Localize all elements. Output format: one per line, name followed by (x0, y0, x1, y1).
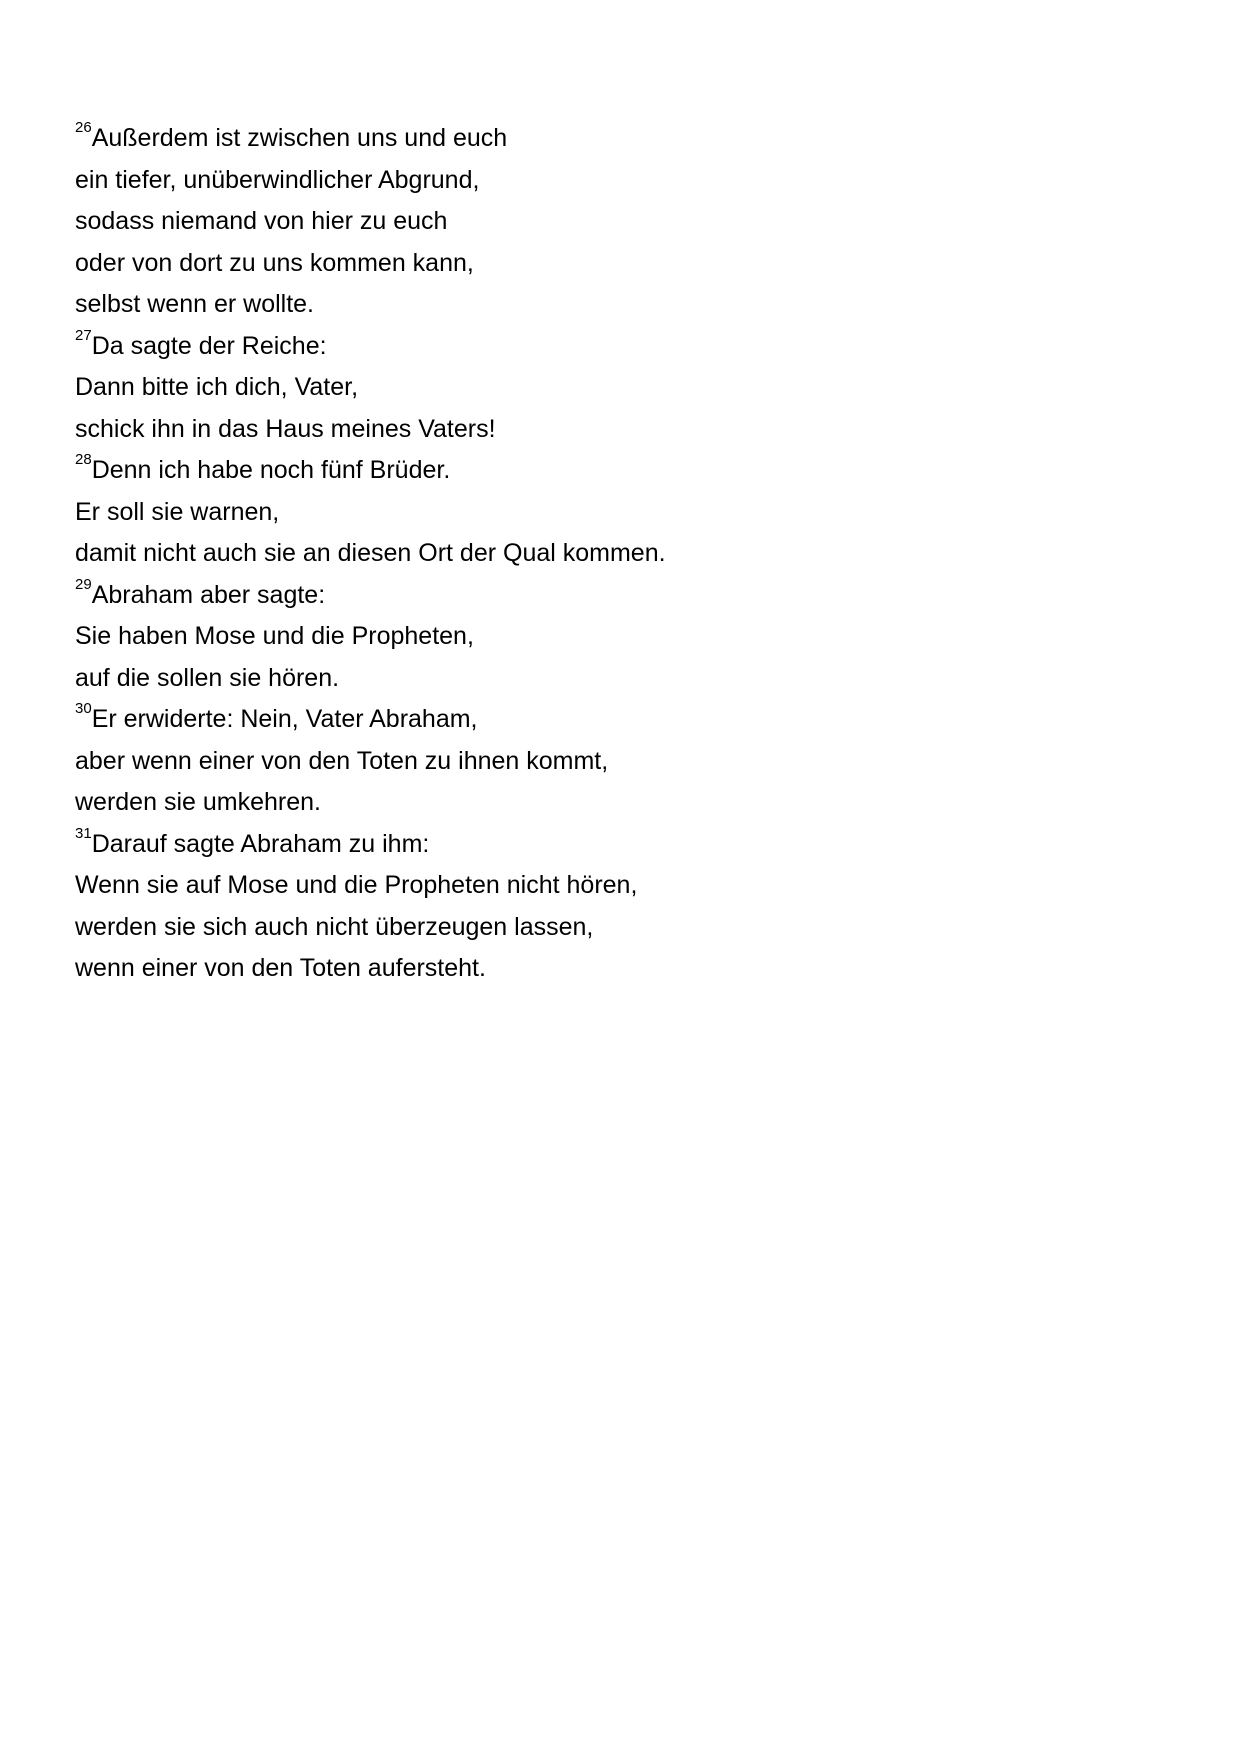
verse-line (75, 575, 1175, 617)
verse-text: Er erwiderte: Nein, Vater Abraham, (91, 705, 478, 733)
verse-line: sodass niemand von hier zu euch (75, 207, 448, 235)
scripture-text (75, 118, 1175, 990)
verse-line: Dann bitte ich dich, Vater, (75, 373, 359, 401)
verse-line: wenn einer von den Toten aufersteht. (75, 954, 486, 982)
verse-line: damit nicht auch sie an diesen Ort der Qual kommen. (75, 539, 666, 567)
verse-line: selbst wenn er wollte. (75, 290, 315, 318)
verse-line: Er soll sie warnen, (75, 497, 280, 526)
verse-line: Wenn sie auf Mose und die Propheten nicht hören, (75, 871, 638, 899)
verse-text: Darauf sagte Abraham zu ihm: (91, 829, 430, 858)
verse-text: Da sagte der Reiche: (91, 331, 327, 360)
verse-line: werden sie umkehren. (75, 788, 321, 816)
verse-line: schick ihn in das Haus meines Vaters! (75, 414, 496, 443)
verse-line: werden sie sich auch nicht überzeugen lassen, (75, 912, 594, 941)
verse-number: 31 (75, 824, 92, 842)
verse-line (75, 824, 1175, 866)
verse-line: Sie haben Mose und die Propheten, (75, 622, 474, 650)
verse-number: 28 (75, 451, 92, 468)
verse-line: auf die sollen sie hören. (75, 663, 340, 692)
verse-line (75, 326, 1175, 368)
verse-line (75, 699, 1175, 741)
verse-number: 29 (75, 575, 92, 593)
verse-line: aber wenn einer von den Toten zu ihnen kommt, (75, 746, 609, 775)
verse-line: ein tiefer, unüberwindlicher Abgrund, (75, 165, 480, 194)
verse-text: Abraham aber sagte: (91, 580, 326, 609)
verse-line: oder von dort zu uns kommen kann, (75, 248, 474, 277)
verse-number: 30 (75, 700, 92, 717)
verse-line (75, 450, 1175, 492)
verse-text: Außerdem ist zwischen uns und euch (91, 124, 508, 152)
verse-number: 27 (75, 326, 92, 344)
verse-text: Denn ich habe noch fünf Brüder. (91, 456, 451, 484)
verse-line (75, 118, 1175, 160)
verse-number: 26 (75, 119, 92, 136)
